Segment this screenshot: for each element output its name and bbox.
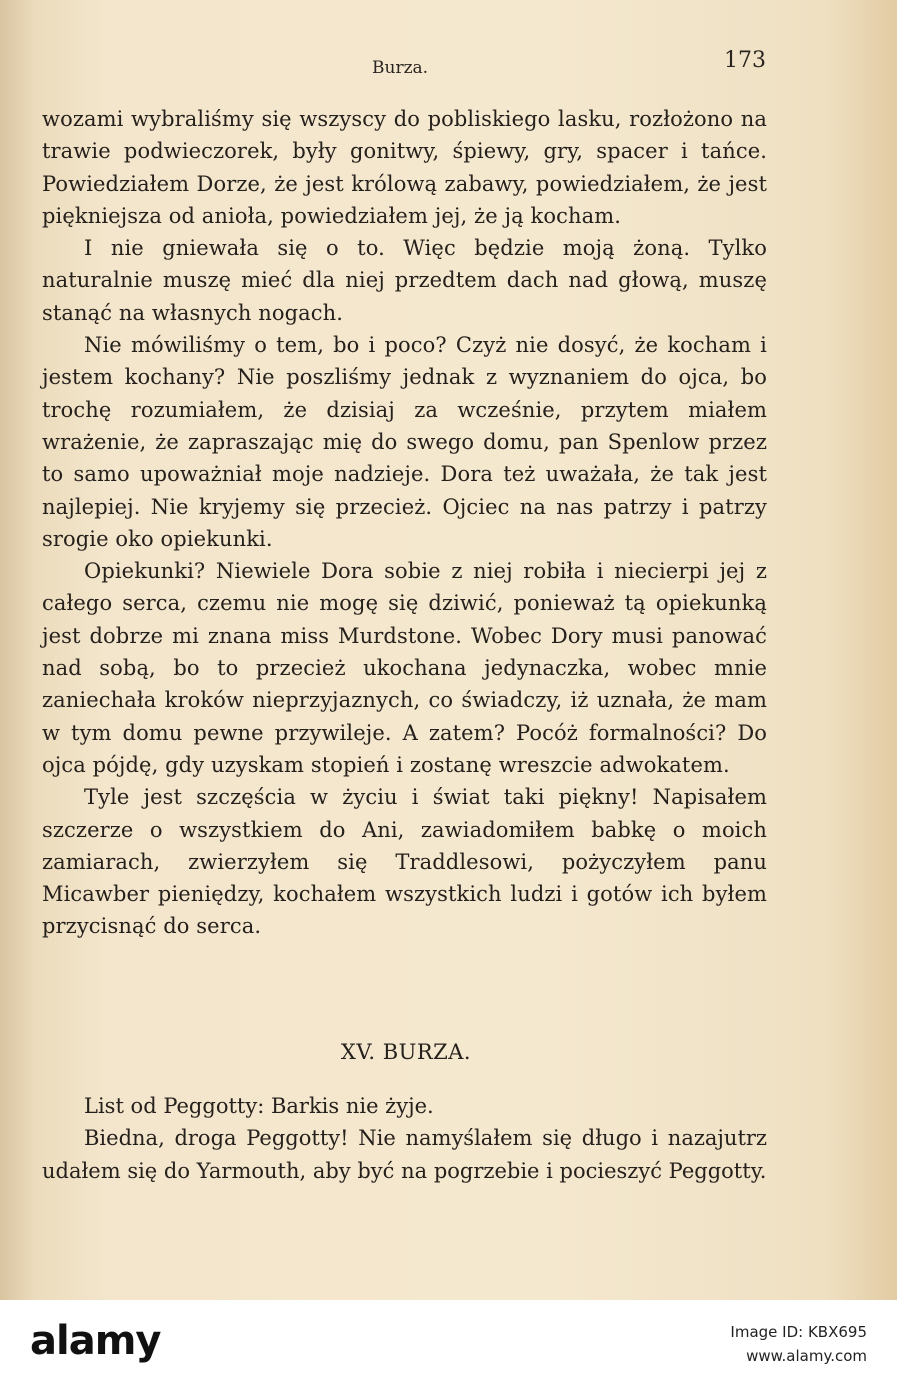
stock-image-id [730, 1320, 867, 1368]
paragraph: Biedna, droga Peggotty! Nie namyślałem się długo i nazajutrz udałem się do Yarmouth, aby być na pogrzebie i pocieszyć Peggotty. [42, 1126, 767, 1183]
stock-logo: alamy [30, 1318, 161, 1364]
body-text [42, 103, 767, 943]
paragraph: List od Peggotty: Barkis nie żyje. [84, 1094, 434, 1118]
page-number: 173 [724, 48, 766, 73]
site-url: www.alamy.com [746, 1347, 867, 1365]
chapter-text [42, 1090, 767, 1187]
stock-photo-bar [0, 1300, 897, 1390]
paragraph: Tyle jest szczęścia w życiu i świat taki piękny! Napisałem szczerze o wszystkiem do Ani, zawiadomiłem babkę o moich zamiarach, zwierzyłem się Traddlesowi, pożyczyłem panu Micawber pieniędzy, kochałem wszystkich ludzi i gotów ich byłem przycisnąć do serca. [42, 785, 767, 939]
paragraph: wozami wybraliśmy się wszyscy do pobliskiego lasku, rozłożono na trawie podwieczorek, były gonitwy, śpiewy, gry, spacer i tańce. Powiedziałem Dorze, że jest królową zabawy, powiedziałem, że jest piękniejsza od anioła, powiedziałem jej, że ją kocham. [42, 107, 767, 228]
paragraph: Opiekunki? Niewiele Dora sobie z niej robiła i niecierpi jej z całego serca, czemu nie mogę się dziwić, ponieważ tą opiekunką jest dobrze mi znana miss Murdstone. Wobec Dory musi panować nad sobą, bo to przecież ukochana jedynaczka, wobec mnie zaniechała kroków nieprzyjaznych, co świadczy, iż uznała, że mam w tym domu pewne przywileje. A zatem? Pocóż formalności? Do ojca pójdę, gdy uzyskam stopień i zostanę wreszcie adwokatem. [42, 559, 767, 777]
image-id-label: Image ID: KBX695 [730, 1323, 867, 1341]
chapter-title: XV. BURZA. [340, 1040, 472, 1064]
paragraph: Nie mówiliśmy o tem, bo i poco? Czyż nie dosyć, że kocham i jestem kochany? Nie poszliśmy jednak z wyznaniem do ojca, bo trochę rozumiałem, że dzisiaj za wcześnie, przytem miałem wrażenie, że zapraszając mię do swego domu, pan Spenlow przez to samo upoważniał moje nadzieje. Dora też uważała, że tak jest najlepiej. Nie kryjemy się przecież. Ojciec na nas patrzy i patrzy srogie oko opiekunki. [42, 333, 767, 551]
running-head: Burza. [372, 58, 429, 78]
paragraph: I nie gniewała się o to. Więc będzie moją żoną. Tylko naturalnie muszę mieć dla niej przedtem dach nad głową, muszę stanąć na własnych nogach. [42, 236, 767, 325]
